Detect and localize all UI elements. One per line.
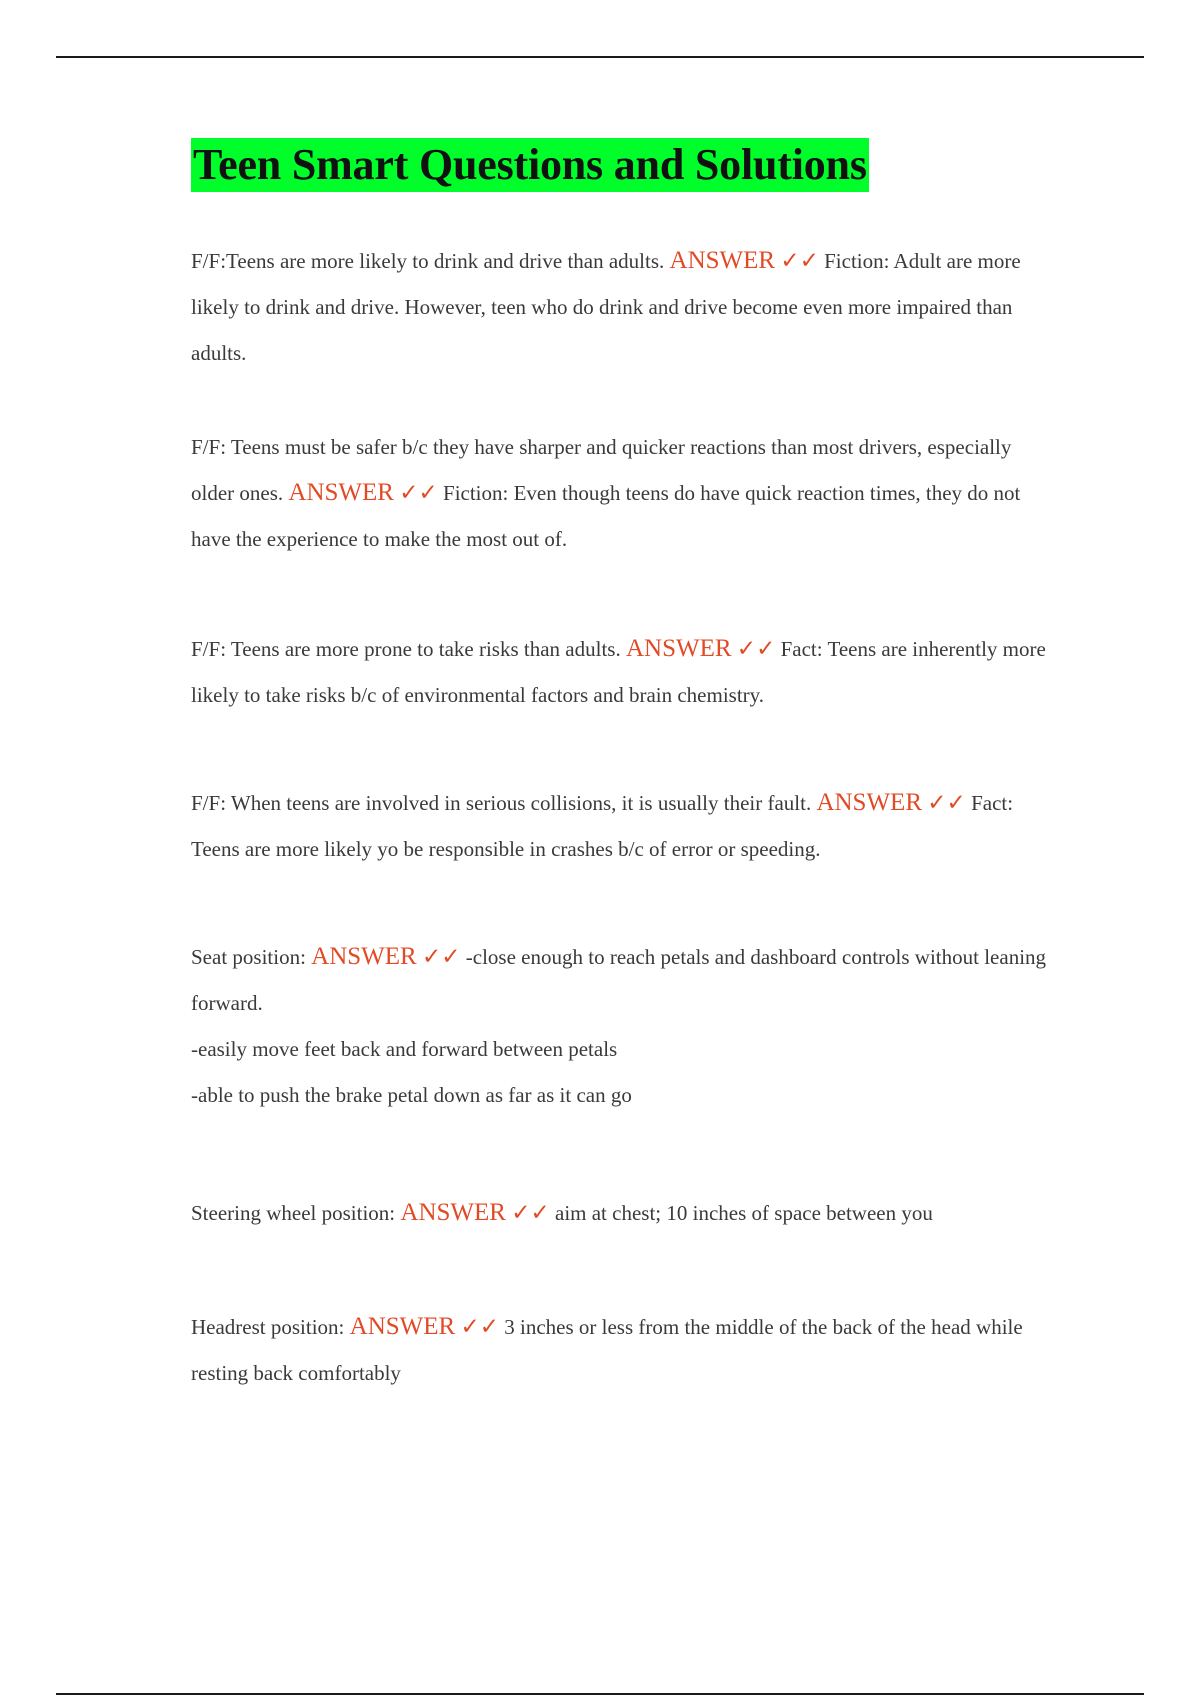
question-text: F/F:Teens are more likely to drink and drive than adults.	[191, 249, 665, 273]
check-marks-icon: ✓✓	[780, 248, 819, 273]
header-rule	[56, 56, 1144, 58]
answer-line: -able to push the brake petal down as far as it can go	[191, 1083, 632, 1107]
qa-item	[191, 780, 1051, 872]
question-text: Seat position:	[191, 945, 306, 969]
question-text: Headrest position:	[191, 1315, 345, 1339]
document-title: Teen Smart Questions and Solutions	[191, 138, 869, 192]
answer-line: -easily move feet back and forward between petals	[191, 1037, 618, 1061]
answer-label: ANSWER	[816, 789, 923, 816]
answer-text: -close enough to reach petals and dashboard controls without leaning forward.	[191, 945, 1047, 1015]
answer-label: ANSWER	[400, 1199, 506, 1226]
qa-item	[191, 238, 1051, 376]
answer-text: Fact: Teens are more likely yo be responsible in crashes b/c of error or speeding.	[191, 791, 1014, 861]
check-marks-icon: ✓✓	[736, 636, 776, 661]
check-marks-icon: ✓✓	[460, 1314, 499, 1339]
check-marks-icon: ✓✓	[927, 790, 966, 815]
question-text: Steering wheel position:	[191, 1201, 396, 1225]
question-text: F/F: When teens are involved in serious collisions, it is usually their fault.	[191, 791, 812, 815]
answer-text: Fiction: Even though teens do have quick reaction times, they do not have the experience to make the most out of.	[191, 481, 1021, 551]
qa-item	[191, 1190, 1051, 1236]
answer-label: ANSWER	[669, 247, 776, 274]
qa-item	[191, 626, 1051, 718]
answer-text: 3 inches or less from the middle of the back of the head while resting back comfortably	[191, 1315, 1023, 1385]
document-body	[191, 138, 1051, 1385]
answer-text: aim at chest; 10 inches of space between you	[555, 1201, 933, 1225]
check-marks-icon: ✓✓	[399, 480, 438, 505]
question-text: F/F: Teens must be safer b/c they have sharper and quicker reactions than most drivers, especially older ones.	[191, 435, 1012, 505]
answer-label: ANSWER	[288, 479, 394, 506]
answer-label: ANSWER	[311, 943, 417, 970]
qa-item	[191, 424, 1051, 562]
answer-label: ANSWER	[349, 1313, 456, 1340]
answer-label: ANSWER	[625, 635, 732, 662]
answer-text: Fact: Teens are inherently more likely to take risks b/c of environmental factors and brain chemistry.	[191, 637, 1046, 707]
check-marks-icon: ✓✓	[511, 1200, 550, 1225]
footer-rule	[56, 1693, 1144, 1695]
answer-text: Fiction: Adult are more likely to drink and drive. However, teen who do drink and drive become even more impaired than adults.	[191, 249, 1021, 365]
qa-item	[191, 934, 1051, 1118]
check-marks-icon: ✓✓	[421, 944, 461, 969]
qa-item	[191, 1304, 1051, 1396]
question-text: F/F: Teens are more prone to take risks than adults.	[191, 637, 621, 661]
